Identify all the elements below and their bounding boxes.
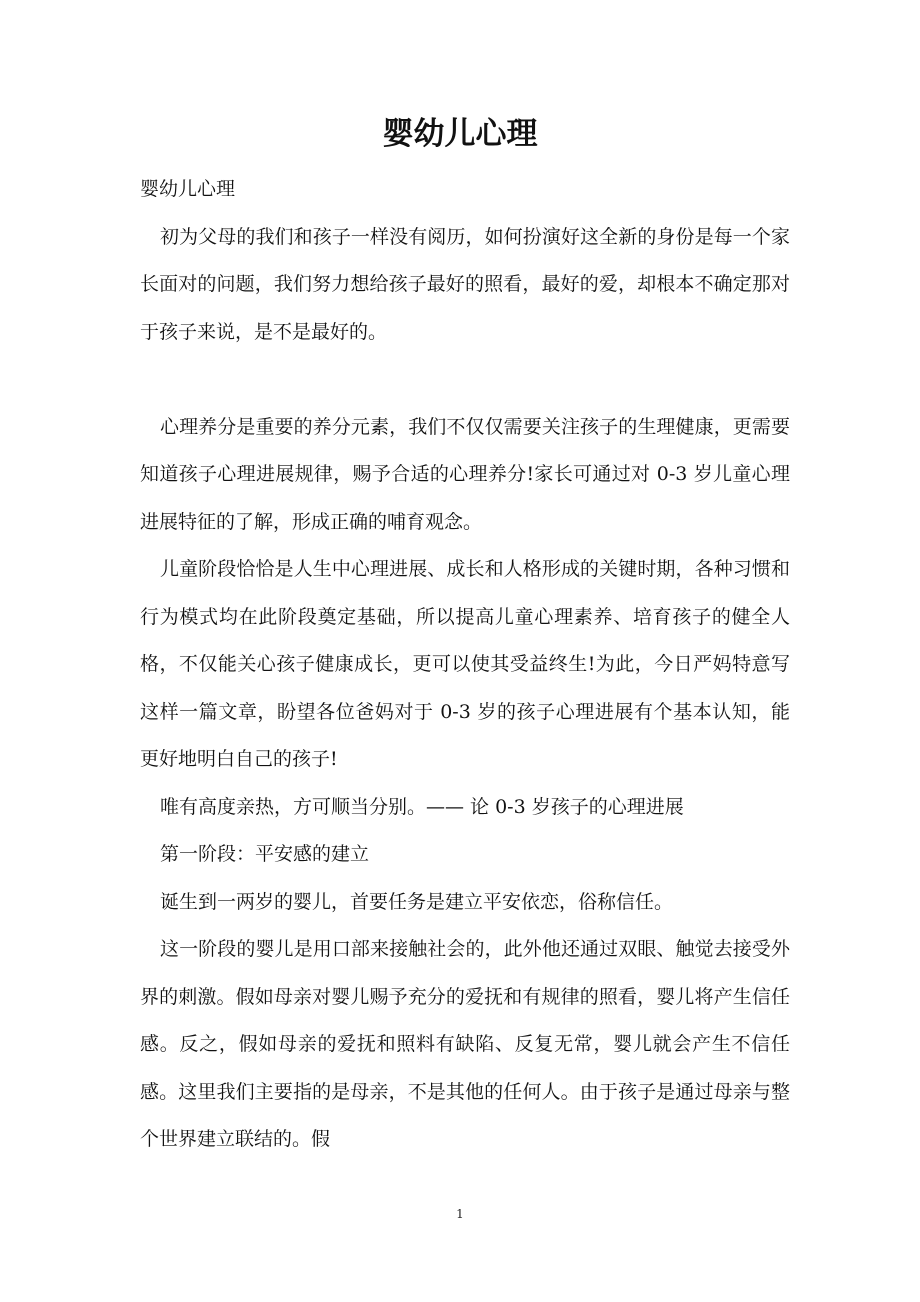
paragraph-2: 心理养分是重要的养分元素，我们不仅仅需要关注孩子的生理健康，更需要知道孩子心理进展规律，赐予合适的心理养分!家长可通过对 0-3 岁儿童心理进展特征的了解，形成正确的哺育观念。 (140, 415, 790, 533)
subtitle-line: 婴幼儿心理 (140, 178, 236, 200)
paragraph-1: 初为父母的我们和孩子一样没有阅历，如何扮演好这全新的身份是每一个家长面对的问题，我们努力想给孩子最好的照看，最好的爱，却根本不确定那对于孩子来说，是不是最好的。 (140, 225, 790, 343)
paragraph-6: 这一阶段的婴儿是用口部来接触社会的，此外他还通过双眼、触觉去接受外界的刺激。假如母亲对婴儿赐予充分的爱抚和有规律的照看，婴儿将产生信任感。反之，假如母亲的爱抚和照料有缺陷、反复无常，婴儿就会产生不信任感。这里我们主要指的是母亲，不是其他的任何人。由于孩子是通过母亲与整个世界建立联结的。假 (140, 938, 790, 1150)
document-title: 婴幼儿心理 (382, 116, 538, 152)
paragraph-4: 唯有高度亲热，方可顺当分别。—— 论 0-3 岁孩子的心理进展 (160, 795, 684, 818)
paragraph-5: 诞生到一两岁的婴儿，首要任务是建立平安依恋，俗称信任。 (160, 890, 674, 913)
blank-line (140, 356, 790, 404)
document-body (140, 166, 790, 1164)
paragraph-3: 儿童阶段恰恰是人生中心理进展、成长和人格形成的关键时期，各种习惯和行为模式均在此阶段奠定基础，所以提高儿童心理素养、培育孩子的健全人格，不仅能关心孩子健康成长，更可以使其受益终生!为此，今日严妈特意写这样一篇文章，盼望各位爸妈对于 0-3 岁的孩子心理进展有个基本认知，能更好地明白自己的孩子! (140, 558, 790, 770)
section-heading: 第一阶段：平安感的建立 (160, 843, 370, 865)
page-number: 1 (456, 1207, 464, 1221)
